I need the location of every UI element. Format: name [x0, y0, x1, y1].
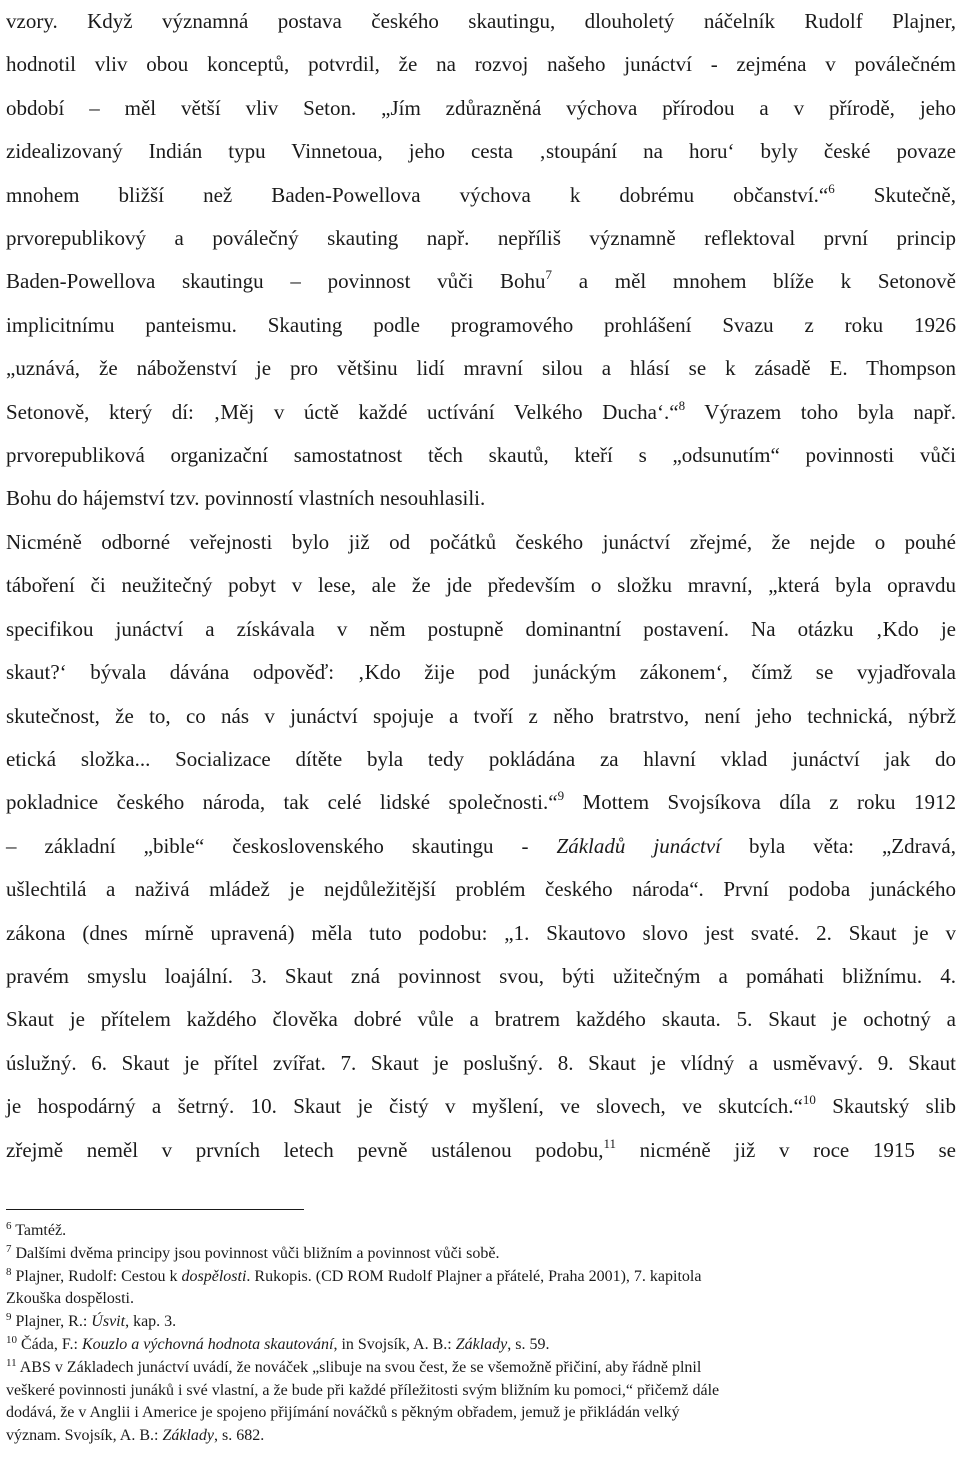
footnote-ref: 11 — [603, 1135, 616, 1151]
text-line: prvorepubliková organizační samostatnost těch skautů, kteří s „odsunutím“ povinnosti vůči — [6, 443, 956, 468]
footnote: $^9$ Plajner, R.: Úsvit, kap. 3. — [6, 1311, 177, 1331]
text-line: ušlechtilá a naživá mládež je nejdůležitější problém českého národa“. První podoba junáckého — [6, 877, 956, 902]
text-line: zřejmě neměl v prvních letech pevně ustálenou podobu,$^{11}$ nicméně již v roce 1915 se — [6, 1135, 956, 1162]
text-line: – základní „bible“ československého skautingu - Základů junáctví byla věta: „Zdravá, — [6, 833, 957, 858]
footnote: $^6$ Tamtéž. — [6, 1220, 67, 1239]
text-line: zidealizovaný Indián typu Vinnetoua, jeho cesta ‚stoupání na horu‘ byly české povaze — [6, 139, 956, 164]
text-line: zákona (dnes mírně upravená) měla tuto podobu: „1. Skautovo slovo jest svaté. 2. Skaut je v — [6, 920, 956, 945]
text-line: Setonově, který dí: ‚Měj v úctě každé uctívání Velkého Ducha‘.“$^8$ Výrazem toho byla např. — [6, 397, 956, 424]
footnote-ref: 10 — [802, 1092, 816, 1108]
text-line: pokladnice českého národa, tak celé lidské společnosti.“$^9$ Mottem Svojsíkova díla z roku 1912 — [6, 788, 956, 815]
footnote-ref: 8 — [678, 397, 686, 413]
footnote: $^{10}$ Čáda, F.: Kouzlo a výchovná hodnota skautování, in Svojsík, A. B.: Základy, s. 59. — [6, 1333, 550, 1353]
text-line: Bohu do hájemství tzv. povinností vlastních nesouhlasili. — [6, 486, 486, 511]
text-line: prvorepublikový a poválečný skauting např. nepříliš významně reflektoval první princip — [6, 226, 956, 251]
footnote-ref: 7 — [545, 267, 552, 283]
text-line: specifikou junáctví a získávala v něm postupně dominantní postavení. Na otázku ‚Kdo je — [6, 616, 956, 641]
body-text — [6, 0, 956, 1172]
text-line: úslužný. 6. Skaut je přítel zvířat. 7. Skaut je poslušný. 8. Skaut je vlídný a usměvavý. 9. Skaut — [6, 1050, 956, 1075]
text-line: skutečnost, že to, co nás v junáctví spojuje a tvoří z něho bratrstvo, není jeho technická, nýbrž — [6, 703, 956, 728]
text-line: vzory. Když významná postava českého skautingu, dlouholetý náčelník Rudolf Plajner, — [6, 9, 956, 33]
text-line: Skaut je přítelem každého člověka dobré vůle a bratrem každého skauta. 5. Skaut je ochotný a — [6, 1007, 956, 1032]
footnote-ref: 9 — [557, 788, 565, 804]
text-line: mnohem bližší než Baden-Powellova výchova k dobrému občanství.“$^6$ Skutečně, — [6, 180, 956, 207]
text-line: „uznává, že náboženství je pro většinu lidí mravní silou a hlásí se k zásadě E. Thompson — [6, 356, 956, 381]
footnote: $^7$ Dalšími dvěma principy jsou povinnost vůči bližním a povinnost vůči sobě. — [6, 1242, 500, 1262]
footnote: $^{11}$ ABS v Základech junáctví uvádí, že nováček „slibuje na svou čest, že se všemožně přičiní, aby řádně plnil veškeré povinnosti junáků i své vlastní, a že bude při každé příležitosti svým bližním ku pomoci,“ přičemž dále dodává, že v Anglii i Americe je spojeno přijímání nováčků s pěkným obřadem, jemuž je přikládán velký význam. Svojsík, A. B.: Základy, s. 682. — [6, 1356, 720, 1445]
text-line: Baden-Powellova skautingu – povinnost vůči Bohu$^7$ a měl mnohem blíže k Setonově — [6, 267, 956, 294]
text-line: táboření či neužitečný pobyt v lese, ale že jde především o složku mravní, „která byla opravdu — [6, 573, 956, 598]
footnote-separator — [6, 1209, 304, 1210]
text-line: období – měl větší vliv Seton. „Jím zdůrazněná výchova přírodou a v přírodě, jeho — [6, 95, 956, 120]
text-line: hodnotil vliv obou konceptů, potvrdil, že na rozvoj našeho junáctví - zejména v poválečném — [6, 52, 956, 77]
text-line: je hospodárný a šetrný. 10. Skaut je čistý v myšlení, ve slovech, ve skutcích.“$^{10}$ Skautský slib — [6, 1092, 956, 1119]
text-line: pravém smyslu loajální. 3. Skaut zná povinnost svou, býti užitečným a pomáhati bližnímu. 4. — [6, 963, 956, 988]
text-line: skaut?‘ bývala dávána odpověď: ‚Kdo žije pod junáckým zákonem‘, čímž se vyjadřovala — [6, 660, 956, 685]
text-line: etická složka... Socializace dítěte byla tedy pokládána za hlavní vklad junáctví jak do — [6, 746, 956, 771]
text-line: implicitnímu panteismu. Skauting podle programového prohlášení Svazu z roku 1926 — [6, 312, 956, 337]
footnotes — [6, 1220, 956, 1448]
text-line: Nicméně odborné veřejnosti bylo již od počátků českého junáctví zřejmé, že nejde o pouhé — [6, 529, 956, 554]
italic-title: Základů junáctví — [556, 833, 722, 858]
footnote: $^8$ Plajner, Rudolf: Cestou k dospělosti. Rukopis. (CD ROM Rudolf Plajner a přátelé, Praha 2001), 7. kapitola Zkouška dospělosti. — [6, 1265, 702, 1308]
footnote-ref: 6 — [828, 180, 835, 196]
